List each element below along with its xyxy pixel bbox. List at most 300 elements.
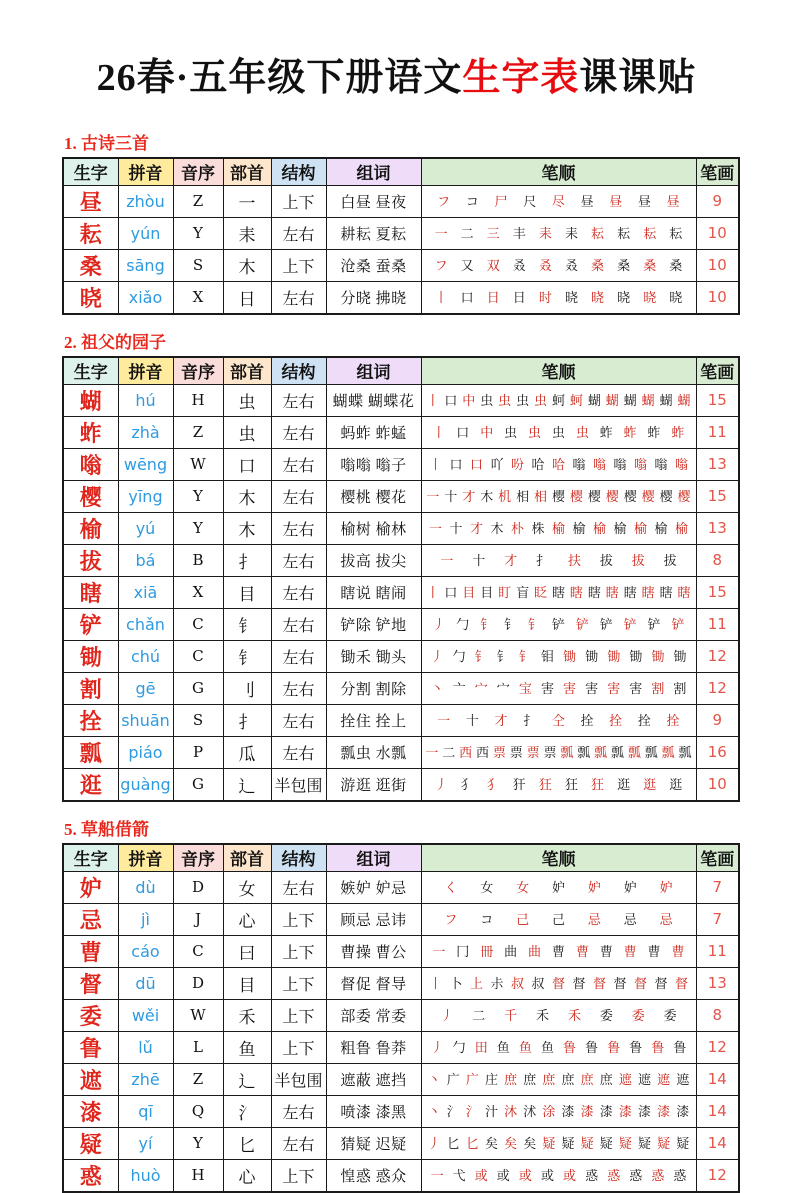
radical-cell: 辶 — [223, 1063, 271, 1095]
stroke-step-glyph: 榆 — [572, 520, 586, 536]
stroke-step-glyph: 虫 — [480, 392, 494, 408]
stroke-step-glyph: 遮 — [618, 1071, 632, 1087]
stroke-step-glyph: 惑 — [607, 1167, 621, 1183]
stroke-step-glyph: 上 — [469, 975, 483, 991]
char-cell: 瓢 — [63, 736, 118, 768]
radical-cell: 瓜 — [223, 736, 271, 768]
stroke-count-cell: 14 — [696, 1127, 739, 1159]
char-cell: 蚱 — [63, 416, 118, 448]
stroke-step-glyph: 田 — [474, 1039, 488, 1055]
stroke-order-sequence — [422, 977, 696, 990]
stroke-step-glyph: 鱼 — [518, 1039, 532, 1055]
stroke-count-cell: 10 — [696, 217, 739, 249]
radical-cell: 耒 — [223, 217, 271, 249]
table-row — [63, 736, 739, 768]
stroke-step-glyph: 惑 — [673, 1167, 687, 1183]
stroke-step-glyph: 拴 — [666, 712, 680, 728]
stroke-step-glyph: 漆 — [561, 1103, 575, 1119]
section-heading: 5. 草船借箭 — [64, 819, 149, 839]
pinyin-cell: gē — [118, 672, 173, 704]
stroke-step-glyph: 耘 — [669, 225, 683, 241]
vocab-table — [62, 356, 740, 802]
stroke-step-glyph: 委 — [663, 1007, 677, 1023]
stroke-order-sequence — [422, 554, 696, 567]
stroke-step-glyph: 委 — [631, 1007, 645, 1023]
stroke-step-glyph: 瞎 — [569, 584, 583, 600]
stroke-step-glyph: 蝴 — [587, 392, 601, 408]
stroke-step-glyph: 拴 — [637, 712, 651, 728]
pinyin-cell: guàng — [118, 768, 173, 801]
structure-cell: 左右 — [271, 448, 326, 480]
table-row — [63, 448, 739, 480]
table-row — [63, 281, 739, 314]
table-row — [63, 544, 739, 576]
char-cell: 榆 — [63, 512, 118, 544]
stroke-order-cell — [421, 281, 696, 314]
stroke-step-glyph: 榆 — [592, 520, 606, 536]
stroke-step-glyph: 樱 — [659, 488, 673, 504]
initial-cell: H — [173, 1159, 223, 1192]
stroke-order-sequence — [422, 1169, 696, 1182]
stroke-order-cell — [421, 608, 696, 640]
stroke-order-sequence — [422, 881, 696, 894]
radical-cell: 匕 — [223, 1127, 271, 1159]
stroke-step-glyph: 尸 — [494, 193, 508, 209]
radical-cell: 曰 — [223, 935, 271, 967]
structure-cell: 左右 — [271, 281, 326, 314]
column-header: 部首 — [223, 158, 271, 186]
stroke-order-sequence — [422, 522, 696, 535]
stroke-order-cell — [421, 999, 696, 1031]
stroke-step-glyph: 蝴 — [641, 392, 655, 408]
pinyin-cell: zhòu — [118, 185, 173, 217]
stroke-count-cell: 13 — [696, 967, 739, 999]
stroke-step-glyph: 害 — [540, 680, 554, 696]
column-header: 生字 — [63, 158, 118, 186]
stroke-step-glyph: 勹 — [452, 1039, 466, 1055]
stroke-step-glyph: 督 — [674, 975, 688, 991]
stroke-step-glyph: 鱼 — [540, 1039, 554, 1055]
stroke-step-glyph: 丶 — [427, 1071, 441, 1087]
stroke-count-cell: 10 — [696, 281, 739, 314]
stroke-step-glyph: 十 — [472, 552, 486, 568]
stroke-step-glyph: 票 — [526, 744, 540, 760]
table-row — [63, 512, 739, 544]
words-cell: 蝴蝶 蝴蝶花 — [326, 384, 421, 416]
stroke-step-glyph: 中 — [462, 392, 476, 408]
stroke-step-glyph: フ — [444, 911, 458, 927]
stroke-step-glyph: 或 — [496, 1167, 510, 1183]
initial-cell: C — [173, 935, 223, 967]
section-heading: 1. 古诗三首 — [64, 133, 149, 153]
stroke-order-cell — [421, 576, 696, 608]
stroke-step-glyph: 瞎 — [623, 584, 637, 600]
stroke-step-glyph: 漆 — [657, 1103, 671, 1119]
stroke-step-glyph: 督 — [572, 975, 586, 991]
radical-cell: 目 — [223, 576, 271, 608]
structure-cell: 左右 — [271, 736, 326, 768]
stroke-step-glyph: 女 — [480, 879, 494, 895]
words-cell: 拔高 拔尖 — [326, 544, 421, 576]
stroke-step-glyph: 逛 — [617, 776, 631, 792]
stroke-step-glyph: 耒 — [538, 225, 552, 241]
column-header: 拼音 — [118, 158, 173, 186]
words-cell: 嗡嗡 嗡子 — [326, 448, 421, 480]
table-row — [63, 1095, 739, 1127]
initial-cell: Y — [173, 1127, 223, 1159]
stroke-order-sequence — [422, 195, 696, 208]
stroke-step-glyph: 耒 — [564, 225, 578, 241]
table-row — [63, 1031, 739, 1063]
stroke-step-glyph: 犴 — [512, 776, 526, 792]
structure-cell: 半包围 — [271, 1063, 326, 1095]
table-row — [63, 1159, 739, 1192]
stroke-step-glyph: 疑 — [657, 1135, 671, 1151]
stroke-step-glyph: 扌 — [536, 552, 550, 568]
char-cell: 妒 — [63, 871, 118, 903]
stroke-step-glyph: 蚱 — [671, 424, 685, 440]
stroke-step-glyph: 晓 — [669, 289, 683, 305]
stroke-step-glyph: 遮 — [657, 1071, 671, 1087]
words-cell: 曹操 曹公 — [326, 935, 421, 967]
stroke-step-glyph: 二 — [472, 1007, 486, 1023]
stroke-step-glyph: 鲁 — [651, 1039, 665, 1055]
stroke-step-glyph: 虫 — [528, 424, 542, 440]
table-row — [63, 416, 739, 448]
words-cell: 锄禾 锄头 — [326, 640, 421, 672]
stroke-step-glyph: 锄 — [629, 648, 643, 664]
stroke-step-glyph: 尺 — [523, 193, 537, 209]
stroke-step-glyph: 矣 — [504, 1135, 518, 1151]
stroke-step-glyph: 叒 — [512, 257, 526, 273]
stroke-step-glyph: コ — [465, 193, 479, 209]
words-cell: 游逛 逛街 — [326, 768, 421, 801]
stroke-order-sequence — [422, 394, 696, 407]
stroke-step-glyph: 锄 — [651, 648, 665, 664]
stroke-count-cell: 11 — [696, 935, 739, 967]
stroke-step-glyph: 督 — [633, 975, 647, 991]
pinyin-cell: dù — [118, 871, 173, 903]
stroke-step-glyph: 票 — [492, 744, 506, 760]
radical-cell: 刂 — [223, 672, 271, 704]
stroke-step-glyph: 庶 — [504, 1071, 518, 1087]
radical-cell: 氵 — [223, 1095, 271, 1127]
stroke-step-glyph: 樱 — [551, 488, 565, 504]
stroke-step-glyph: 丿 — [427, 1135, 441, 1151]
stroke-step-glyph: 疑 — [599, 1135, 613, 1151]
stroke-step-glyph: 铲 — [623, 616, 637, 632]
stroke-step-glyph: 勹 — [456, 616, 470, 632]
stroke-step-glyph: 丨 — [432, 424, 446, 440]
char-cell: 割 — [63, 672, 118, 704]
stroke-step-glyph: 钅 — [474, 648, 488, 664]
words-cell: 嫉妒 妒忌 — [326, 871, 421, 903]
stroke-step-glyph: 己 — [516, 911, 530, 927]
stroke-order-cell — [421, 384, 696, 416]
structure-cell: 左右 — [271, 384, 326, 416]
char-cell: 桑 — [63, 249, 118, 281]
table-row — [63, 640, 739, 672]
initial-cell: Z — [173, 1063, 223, 1095]
words-cell: 部委 常委 — [326, 999, 421, 1031]
stroke-step-glyph: 丿 — [432, 616, 446, 632]
char-cell: 遮 — [63, 1063, 118, 1095]
initial-cell: Z — [173, 185, 223, 217]
stroke-step-glyph: 相 — [516, 488, 530, 504]
stroke-step-glyph: 才 — [462, 488, 476, 504]
radical-cell: 一 — [223, 185, 271, 217]
stroke-count-cell: 13 — [696, 448, 739, 480]
table-row — [63, 999, 739, 1031]
stroke-step-glyph: 妒 — [551, 879, 565, 895]
stroke-step-glyph: 妒 — [587, 879, 601, 895]
initial-cell: D — [173, 871, 223, 903]
stroke-step-glyph: 丶 — [427, 1103, 441, 1119]
stroke-step-glyph: 十 — [444, 488, 458, 504]
column-header: 结构 — [271, 158, 326, 186]
structure-cell: 左右 — [271, 416, 326, 448]
stroke-step-glyph: 锄 — [585, 648, 599, 664]
stroke-step-glyph: 桑 — [643, 257, 657, 273]
stroke-order-sequence — [422, 586, 696, 599]
words-cell: 粗鲁 鲁莽 — [326, 1031, 421, 1063]
pinyin-cell: yīng — [118, 480, 173, 512]
stroke-step-glyph: 丿 — [430, 648, 444, 664]
pinyin-cell: yí — [118, 1127, 173, 1159]
stroke-order-cell — [421, 935, 696, 967]
stroke-step-glyph: 樱 — [641, 488, 655, 504]
char-cell: 锄 — [63, 640, 118, 672]
initial-cell: Y — [173, 512, 223, 544]
stroke-step-glyph: 瓢 — [577, 744, 591, 760]
table-row — [63, 249, 739, 281]
initial-cell: W — [173, 999, 223, 1031]
pinyin-cell: zhà — [118, 416, 173, 448]
stroke-step-glyph: 晓 — [591, 289, 605, 305]
table-row — [63, 480, 739, 512]
column-header: 组词 — [326, 158, 421, 186]
stroke-step-glyph: 宀 — [496, 680, 510, 696]
stroke-step-glyph: 丰 — [512, 225, 526, 241]
stroke-step-glyph: 嗡 — [654, 456, 668, 472]
content-area — [62, 129, 738, 1193]
structure-cell: 左右 — [271, 672, 326, 704]
structure-cell: 左右 — [271, 544, 326, 576]
radical-cell: 鱼 — [223, 1031, 271, 1063]
stroke-step-glyph: 逛 — [669, 776, 683, 792]
stroke-step-glyph: 瓢 — [644, 744, 658, 760]
stroke-step-glyph: 瓢 — [594, 744, 608, 760]
stroke-step-glyph: 日 — [486, 289, 500, 305]
stroke-step-glyph: 冂 — [456, 943, 470, 959]
pinyin-cell: jì — [118, 903, 173, 935]
structure-cell: 上下 — [271, 249, 326, 281]
stroke-step-glyph: 氵 — [465, 1103, 479, 1119]
stroke-step-glyph: 樱 — [587, 488, 601, 504]
stroke-step-glyph: 扶 — [567, 552, 581, 568]
initial-cell: C — [173, 640, 223, 672]
stroke-step-glyph: 锄 — [563, 648, 577, 664]
char-cell: 曹 — [63, 935, 118, 967]
stroke-order-sequence — [422, 650, 696, 663]
stroke-step-glyph: コ — [480, 911, 494, 927]
stroke-step-glyph: 卜 — [449, 975, 463, 991]
stroke-step-glyph: 或 — [518, 1167, 532, 1183]
stroke-count-cell: 9 — [696, 185, 739, 217]
stroke-step-glyph: 曹 — [623, 943, 637, 959]
stroke-step-glyph: 三 — [486, 225, 500, 241]
table-row — [63, 704, 739, 736]
stroke-step-glyph: 樱 — [605, 488, 619, 504]
stroke-step-glyph: 眨 — [534, 584, 548, 600]
initial-cell: P — [173, 736, 223, 768]
pinyin-cell: shuān — [118, 704, 173, 736]
words-cell: 分割 割除 — [326, 672, 421, 704]
stroke-step-glyph: 丿 — [440, 1007, 454, 1023]
table-row — [63, 903, 739, 935]
stroke-step-glyph: 才 — [469, 520, 483, 536]
stroke-step-glyph: 木 — [490, 520, 504, 536]
section-heading: 2. 祖父的园子 — [64, 332, 166, 352]
structure-cell: 上下 — [271, 903, 326, 935]
stroke-step-glyph: 虫 — [516, 392, 530, 408]
initial-cell: S — [173, 704, 223, 736]
stroke-step-glyph: 丨 — [428, 975, 442, 991]
stroke-step-glyph: 嗡 — [592, 456, 606, 472]
char-cell: 委 — [63, 999, 118, 1031]
column-header: 组词 — [326, 357, 421, 385]
stroke-step-glyph: く — [444, 879, 458, 895]
words-cell: 瓢虫 水瓢 — [326, 736, 421, 768]
stroke-count-cell: 14 — [696, 1063, 739, 1095]
stroke-step-glyph: 盯 — [498, 584, 512, 600]
table-row — [63, 768, 739, 801]
stroke-step-glyph: 丨 — [426, 392, 440, 408]
stroke-step-glyph: 拴 — [580, 712, 594, 728]
structure-cell: 上下 — [271, 999, 326, 1031]
char-cell: 瞎 — [63, 576, 118, 608]
stroke-order-sequence — [422, 1009, 696, 1022]
table-row — [63, 576, 739, 608]
stroke-step-glyph: 瓢 — [627, 744, 641, 760]
stroke-step-glyph: 樱 — [623, 488, 637, 504]
stroke-step-glyph: 口 — [444, 392, 458, 408]
page-title-prefix: 26春·五年级下册语文 — [96, 57, 463, 99]
stroke-step-glyph: 蚱 — [647, 424, 661, 440]
radical-cell: 扌 — [223, 544, 271, 576]
stroke-step-glyph: 狂 — [538, 776, 552, 792]
stroke-step-glyph: 瓢 — [610, 744, 624, 760]
stroke-step-glyph: 票 — [509, 744, 523, 760]
stroke-step-glyph: 己 — [551, 911, 565, 927]
column-header: 生字 — [63, 844, 118, 872]
stroke-step-glyph: 疑 — [561, 1135, 575, 1151]
stroke-count-cell: 12 — [696, 1031, 739, 1063]
pinyin-cell: bá — [118, 544, 173, 576]
stroke-step-glyph: 割 — [651, 680, 665, 696]
structure-cell: 左右 — [271, 704, 326, 736]
stroke-step-glyph: 曲 — [504, 943, 518, 959]
stroke-step-glyph: 矣 — [484, 1135, 498, 1151]
stroke-step-glyph: 钅 — [504, 616, 518, 632]
pinyin-cell: wēng — [118, 448, 173, 480]
stroke-step-glyph: 禾 — [567, 1007, 581, 1023]
stroke-step-glyph: 拔 — [663, 552, 677, 568]
page-title-suffix: 课课贴 — [579, 57, 697, 99]
stroke-step-glyph: 庶 — [599, 1071, 613, 1087]
stroke-order-cell — [421, 736, 696, 768]
stroke-step-glyph: 匕 — [465, 1135, 479, 1151]
radical-cell: 女 — [223, 871, 271, 903]
words-cell: 沧桑 蚕桑 — [326, 249, 421, 281]
stroke-step-glyph: 昼 — [580, 193, 594, 209]
stroke-step-glyph: 铲 — [551, 616, 565, 632]
stroke-count-cell: 8 — [696, 999, 739, 1031]
stroke-step-glyph: 榆 — [551, 520, 565, 536]
structure-cell: 上下 — [271, 185, 326, 217]
stroke-step-glyph: 耘 — [643, 225, 657, 241]
stroke-count-cell: 14 — [696, 1095, 739, 1127]
stroke-step-glyph: 瓢 — [661, 744, 675, 760]
stroke-step-glyph: 瞎 — [677, 584, 691, 600]
stroke-step-glyph: 鲁 — [585, 1039, 599, 1055]
stroke-step-glyph: 庶 — [580, 1071, 594, 1087]
stroke-step-glyph: 钅 — [528, 616, 542, 632]
stroke-step-glyph: 目 — [462, 584, 476, 600]
stroke-order-cell — [421, 1031, 696, 1063]
stroke-order-cell — [421, 672, 696, 704]
stroke-step-glyph: フ — [434, 257, 448, 273]
stroke-step-glyph: 瞎 — [551, 584, 565, 600]
stroke-count-cell: 7 — [696, 871, 739, 903]
radical-cell: 口 — [223, 448, 271, 480]
char-cell: 逛 — [63, 768, 118, 801]
pinyin-cell: dū — [118, 967, 173, 999]
stroke-step-glyph: 锄 — [607, 648, 621, 664]
stroke-order-cell — [421, 967, 696, 999]
stroke-step-glyph: 疑 — [637, 1135, 651, 1151]
stroke-step-glyph: 一 — [440, 552, 454, 568]
column-header: 音序 — [173, 357, 223, 385]
stroke-step-glyph: 铲 — [599, 616, 613, 632]
table-row — [63, 1063, 739, 1095]
stroke-step-glyph: 丿 — [430, 1039, 444, 1055]
stroke-step-glyph: 蝴 — [677, 392, 691, 408]
stroke-step-glyph: 曹 — [599, 943, 613, 959]
stroke-step-glyph: 冊 — [480, 943, 494, 959]
stroke-step-glyph: 沐 — [504, 1103, 518, 1119]
char-cell: 漆 — [63, 1095, 118, 1127]
stroke-step-glyph: 惑 — [629, 1167, 643, 1183]
stroke-step-glyph: 宀 — [474, 680, 488, 696]
stroke-count-cell: 12 — [696, 1159, 739, 1192]
stroke-step-glyph: 才 — [494, 712, 508, 728]
structure-cell: 半包围 — [271, 768, 326, 801]
words-cell: 蚂蚱 蚱蜢 — [326, 416, 421, 448]
table-row — [63, 185, 739, 217]
stroke-step-glyph: 蝴 — [605, 392, 619, 408]
stroke-step-glyph: 或 — [540, 1167, 554, 1183]
stroke-order-sequence — [422, 913, 696, 926]
stroke-step-glyph: 锄 — [673, 648, 687, 664]
vocab-table — [62, 157, 740, 315]
stroke-step-glyph: 钅 — [496, 648, 510, 664]
table-row — [63, 384, 739, 416]
stroke-order-sequence — [422, 746, 696, 759]
stroke-step-glyph: 口 — [460, 289, 474, 305]
stroke-order-sequence — [422, 1105, 696, 1118]
stroke-step-glyph: 尽 — [551, 193, 565, 209]
